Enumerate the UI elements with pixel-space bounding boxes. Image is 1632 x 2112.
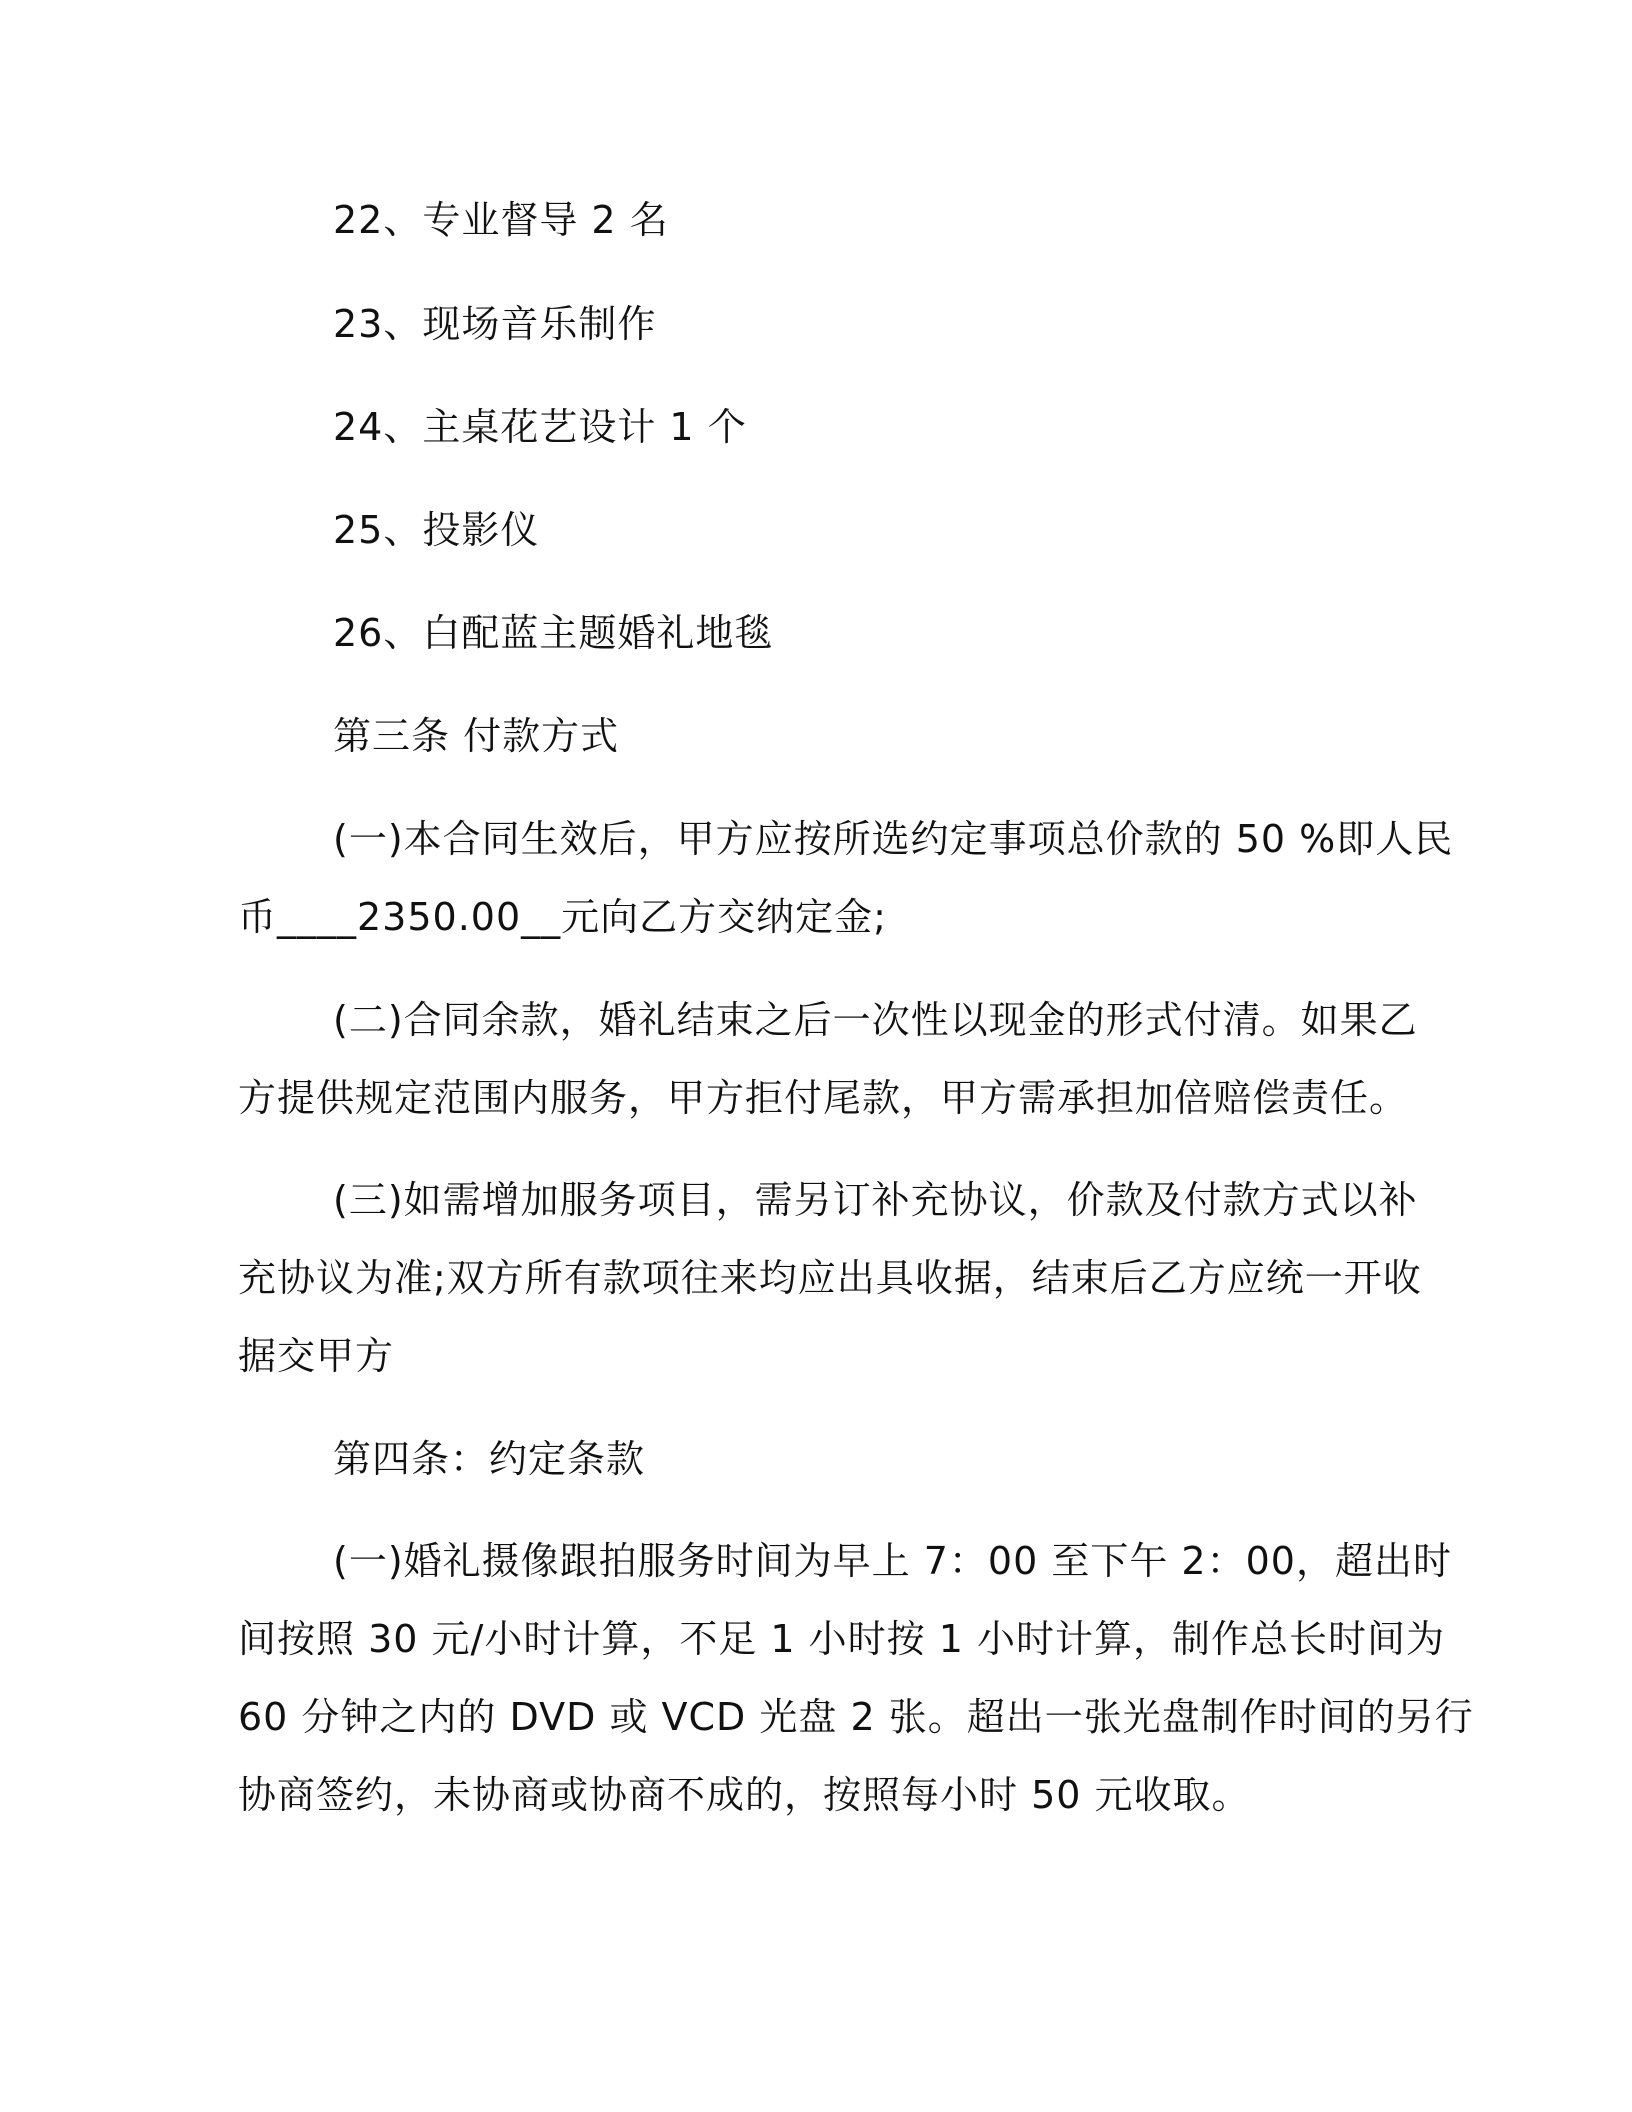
- article3-clause2-line2: 方提供规定范围内服务，甲方拒付尾款，甲方需承担加倍赔偿责任。: [238, 1076, 1409, 1120]
- article4-heading: 第四条：约定条款: [333, 1437, 646, 1481]
- article4-clause1-line1: (一)婚礼摄像跟拍服务时间为早上 7：00 至下午 2：00，超出时: [333, 1539, 1452, 1583]
- list-item-26: 26、白配蓝主题婚礼地毯: [333, 611, 774, 655]
- article3-clause2-line1: (二)合同余款，婚礼结束之后一次性以现金的形式付清。如果乙: [333, 998, 1418, 1042]
- list-item-24: 24、主桌花艺设计 1 个: [333, 405, 747, 449]
- list-item-23: 23、现场音乐制作: [333, 302, 657, 346]
- article4-clause1-line3: 60 分钟之内的 DVD 或 VCD 光盘 2 张。超出一张光盘制作时间的另行: [238, 1695, 1474, 1739]
- article3-clause3-line3: 据交甲方: [238, 1334, 395, 1378]
- article3-clause3-line1: (三)如需增加服务项目，需另订补充协议，价款及付款方式以补: [333, 1178, 1418, 1222]
- list-item-25: 25、投影仪: [333, 508, 540, 552]
- article3-clause3-line2: 充协议为准;双方所有款项往来均应出具收据，结束后乙方应统一开收: [238, 1256, 1422, 1300]
- article3-clause1-line2: 币____2350.00__元向乙方交纳定金;: [238, 895, 887, 939]
- list-item-22: 22、专业督导 2 名: [333, 198, 669, 242]
- article4-clause1-line4: 协商签约，未协商或协商不成的，按照每小时 50 元收取。: [238, 1773, 1251, 1817]
- article3-heading: 第三条 付款方式: [333, 714, 620, 758]
- article4-clause1-line2: 间按照 30 元/小时计算，不足 1 小时按 1 小时计算，制作总长时间为: [238, 1617, 1445, 1661]
- article3-clause1-line1: (一)本合同生效后，甲方应按所选约定事项总价款的 50 %即人民: [333, 817, 1454, 861]
